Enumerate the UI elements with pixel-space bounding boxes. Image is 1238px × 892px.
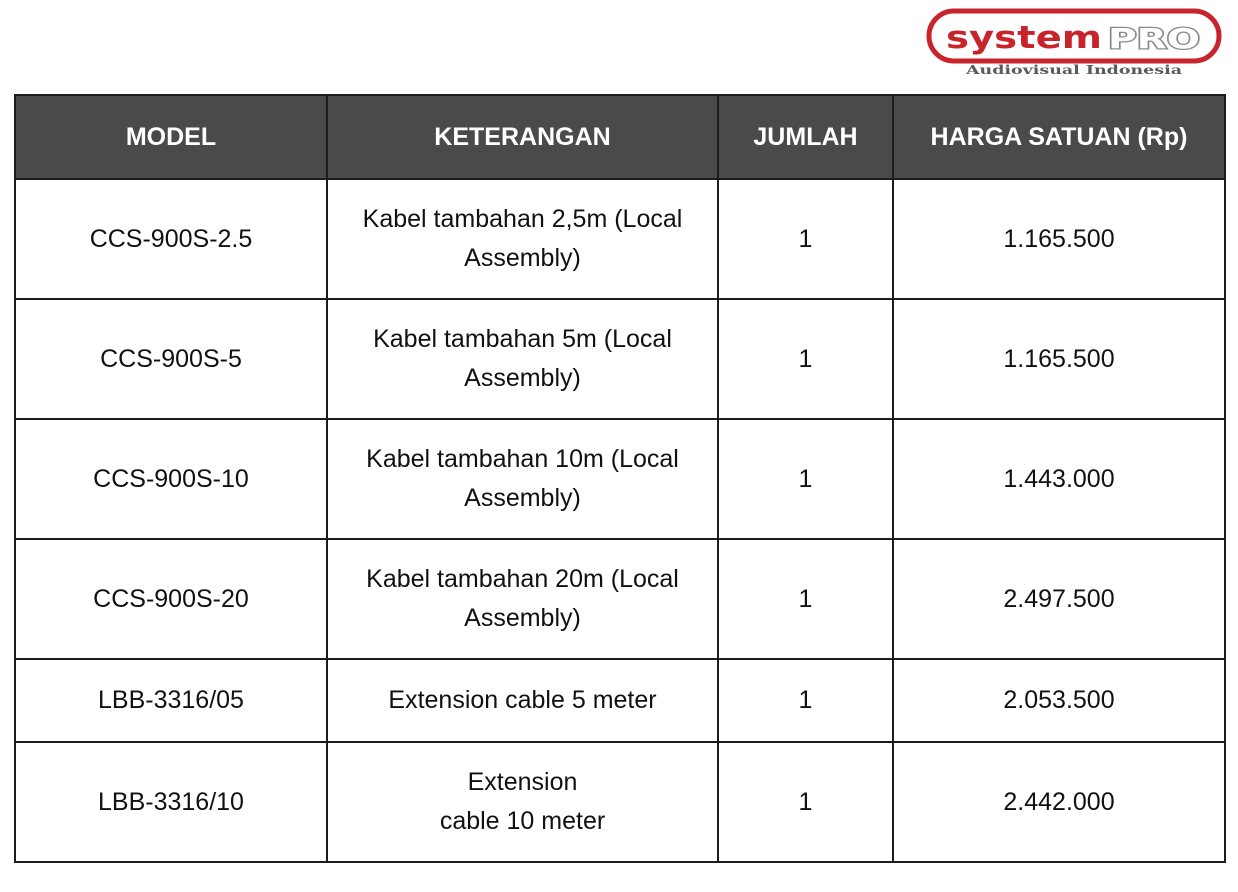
table-row xyxy=(15,419,1225,539)
cell-model: LBB-3316/05 xyxy=(15,659,327,742)
cell-harga: 2.497.500 xyxy=(893,539,1225,659)
table-row xyxy=(15,179,1225,299)
desc-line: cable 10 meter xyxy=(439,807,606,835)
cell-model: LBB-3316/10 xyxy=(15,742,327,862)
table-row xyxy=(15,299,1225,419)
header-harga: HARGA SATUAN (Rp) xyxy=(893,95,1225,179)
cell-model: CCS-900S-5 xyxy=(15,299,327,419)
price-table xyxy=(14,94,1226,863)
header-jumlah: JUMLAH xyxy=(718,95,893,179)
cell-keterangan xyxy=(327,179,718,299)
cell-keterangan xyxy=(327,299,718,419)
desc-line: Assembly) xyxy=(464,484,581,512)
cell-jumlah: 1 xyxy=(718,742,893,862)
cell-keterangan xyxy=(327,539,718,659)
cell-keterangan xyxy=(327,742,718,862)
cell-harga: 1.165.500 xyxy=(893,179,1225,299)
desc-line: Kabel tambahan 10m (Local xyxy=(366,445,679,473)
cell-model: CCS-900S-2.5 xyxy=(15,179,327,299)
table-header-row xyxy=(15,95,1225,179)
logo-tagline: Audiovisual Indonesia xyxy=(964,63,1183,77)
cell-jumlah: 1 xyxy=(718,659,893,742)
cell-keterangan xyxy=(327,419,718,539)
cell-jumlah: 1 xyxy=(718,299,893,419)
desc-line: Kabel tambahan 2,5m (Local xyxy=(362,205,683,233)
desc-line: Kabel tambahan 5m (Local xyxy=(373,325,672,353)
cell-harga: 2.053.500 xyxy=(893,659,1225,742)
cell-jumlah: 1 xyxy=(718,179,893,299)
desc-line: Extension cable 5 meter xyxy=(388,686,657,714)
header-keterangan: KETERANGAN xyxy=(327,95,718,179)
cell-harga: 2.442.000 xyxy=(893,742,1225,862)
desc-line: Assembly) xyxy=(464,244,581,272)
cell-model: CCS-900S-10 xyxy=(15,419,327,539)
cell-harga: 1.165.500 xyxy=(893,299,1225,419)
cell-jumlah: 1 xyxy=(718,419,893,539)
brand-logo xyxy=(926,8,1222,78)
cell-keterangan xyxy=(327,659,718,742)
logo-accent-text: PRO xyxy=(1108,22,1200,55)
table-row xyxy=(15,742,1225,862)
desc-line: Assembly) xyxy=(464,364,581,392)
table-row xyxy=(15,539,1225,659)
logo-main-text: system xyxy=(946,20,1102,56)
cell-model: CCS-900S-20 xyxy=(15,539,327,659)
table-row xyxy=(15,659,1225,742)
cell-jumlah: 1 xyxy=(718,539,893,659)
desc-line: Assembly) xyxy=(464,604,581,632)
header-model: MODEL xyxy=(15,95,327,179)
desc-line: Extension xyxy=(467,768,578,796)
desc-line: Kabel tambahan 20m (Local xyxy=(366,565,679,593)
cell-harga: 1.443.000 xyxy=(893,419,1225,539)
